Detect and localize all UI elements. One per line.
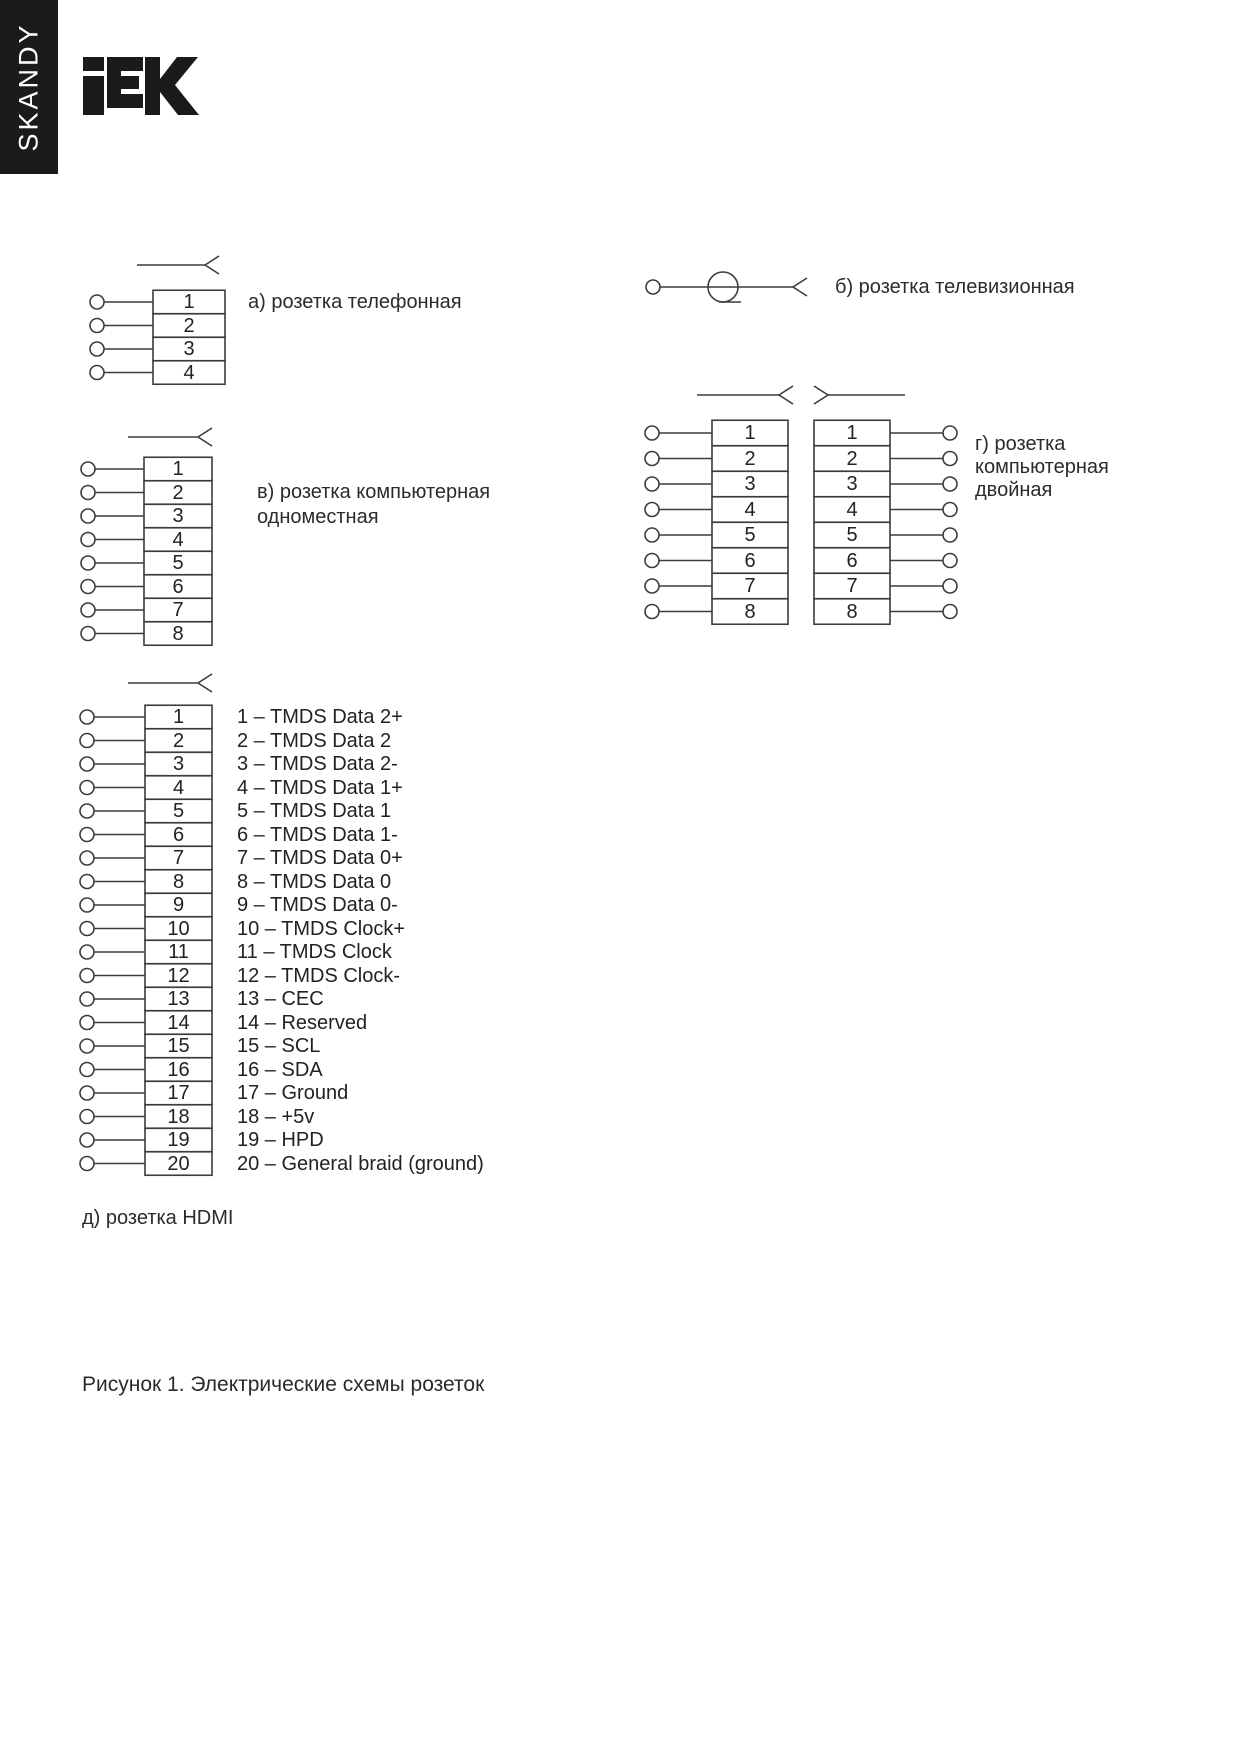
- label-computer-double-line3: двойная: [975, 479, 1053, 501]
- contact-circle: [645, 579, 659, 593]
- pin-number: 1: [744, 422, 756, 444]
- hdmi-pin-description: 7 – TMDS Data 0+: [237, 847, 403, 869]
- pin-number: 20: [167, 1152, 190, 1175]
- contact-circle: [80, 922, 94, 936]
- pin-number: 9: [172, 894, 185, 916]
- hdmi-pin-description: 9 – TMDS Data 0-: [237, 894, 398, 916]
- contact-circle: [943, 452, 957, 466]
- contact-circle: [943, 554, 957, 568]
- pin-number: 12: [167, 964, 190, 987]
- contact-circle: [80, 898, 94, 912]
- pin-number: 1: [846, 422, 858, 444]
- connector-fork-icon: [198, 428, 212, 446]
- pin-number: 13: [167, 988, 190, 1010]
- pin-number: 1: [183, 291, 195, 313]
- pin-number: 8: [846, 600, 858, 623]
- pin-number: 2: [183, 314, 195, 337]
- pin-number: 3: [172, 505, 184, 527]
- pin-number: 10: [167, 917, 190, 940]
- pin-number: 4: [744, 498, 756, 521]
- pin-number: 5: [846, 524, 858, 546]
- hdmi-pin-description: 17 – Ground: [237, 1082, 349, 1104]
- contact-circle: [943, 503, 957, 517]
- hdmi-pin-description: 5 – TMDS Data 1: [237, 800, 392, 822]
- pin-number: 8: [744, 600, 756, 623]
- contact-circle: [81, 533, 95, 547]
- contact-circle: [90, 319, 104, 333]
- contact-circle: [80, 710, 94, 724]
- pin-number: 3: [846, 473, 858, 495]
- contact-circle: [81, 462, 95, 476]
- connector-fork-icon: [779, 386, 793, 404]
- hdmi-pin-description: 13 – CEC: [237, 988, 324, 1010]
- pin-number: 6: [172, 575, 184, 598]
- pin-number: 5: [172, 552, 184, 574]
- contact-circle: [90, 342, 104, 356]
- contact-circle: [645, 452, 659, 466]
- contact-circle: [90, 295, 104, 309]
- pin-number: 7: [744, 575, 756, 597]
- pin-number: 7: [172, 599, 184, 621]
- hdmi-pin-description: 18 – +5v: [237, 1105, 315, 1128]
- pin-number: 3: [744, 473, 756, 495]
- contact-circle: [80, 1039, 94, 1053]
- connector-fork-icon: [814, 386, 828, 404]
- hdmi-pin-description: 20 – General braid (ground): [237, 1152, 484, 1175]
- label-computer-double-line2: компьютерная: [975, 456, 1109, 478]
- hdmi-pin-description: 14 – Reserved: [237, 1011, 368, 1034]
- contact-circle: [80, 851, 94, 865]
- contact-circle: [645, 528, 659, 542]
- pin-number: 4: [846, 498, 858, 521]
- pin-number: 2: [744, 447, 756, 470]
- contact-circle: [80, 1016, 94, 1030]
- connector-fork-icon: [205, 256, 219, 274]
- hdmi-pin-description: 10 – TMDS Clock+: [237, 917, 406, 940]
- pin-number: 3: [172, 753, 185, 775]
- pin-number: 11: [168, 941, 189, 963]
- contact-circle: [80, 1063, 94, 1077]
- contact-circle: [645, 554, 659, 568]
- contact-circle: [943, 426, 957, 440]
- pin-number: 5: [744, 524, 756, 546]
- contact-circle: [645, 503, 659, 517]
- contact-circle: [81, 603, 95, 617]
- pin-number: 19: [167, 1129, 190, 1151]
- pin-number: 2: [846, 447, 858, 470]
- pin-number: 2: [172, 729, 185, 752]
- contact-circle: [943, 477, 957, 491]
- hdmi-pin-description: 3 – TMDS Data 2-: [237, 753, 398, 775]
- label-computer-double-line1: г) розетка: [975, 433, 1066, 455]
- pin-number: 2: [172, 481, 184, 504]
- pin-number: 15: [167, 1035, 190, 1057]
- pin-number: 1: [172, 458, 184, 480]
- label-tv-socket: б) розетка телевизионная: [835, 276, 1075, 298]
- connector-fork-icon: [198, 674, 212, 692]
- hdmi-pin-description: 19 – HPD: [237, 1129, 324, 1151]
- pin-number: 6: [846, 549, 858, 572]
- pin-number: 1: [172, 706, 185, 728]
- pin-number: 4: [172, 776, 185, 799]
- pin-number: 4: [172, 528, 184, 551]
- pin-number: 7: [172, 847, 185, 869]
- hdmi-pin-description: 8 – TMDS Data 0: [237, 870, 392, 893]
- contact-circle: [81, 486, 95, 500]
- contact-circle: [80, 734, 94, 748]
- contact-circle: [80, 1110, 94, 1124]
- contact-circle: [80, 828, 94, 842]
- hdmi-pin-description: 2 – TMDS Data 2: [237, 729, 392, 752]
- figure-caption: Рисунок 1. Электрические схемы розеток: [82, 1373, 485, 1396]
- hdmi-pin-description: 11 – TMDS Clock: [237, 941, 392, 963]
- contact-circle: [80, 969, 94, 983]
- contact-circle: [645, 477, 659, 491]
- contact-circle: [943, 528, 957, 542]
- contact-circle: [81, 509, 95, 523]
- pin-number: 7: [846, 575, 858, 597]
- pin-number: 8: [172, 622, 184, 645]
- connector-fork-icon: [793, 278, 807, 296]
- contact-circle: [81, 580, 95, 594]
- hdmi-pin-description: 4 – TMDS Data 1+: [237, 776, 403, 799]
- socket-diagram-tv: [646, 272, 807, 302]
- label-computer-single-line1: в) розетка компьютерная: [257, 481, 491, 503]
- contact-circle: [80, 1157, 94, 1171]
- label-hdmi-socket: д) розетка HDMI: [82, 1207, 234, 1229]
- pin-number: 17: [167, 1082, 190, 1104]
- pin-number: 3: [183, 338, 195, 360]
- contact-circle: [81, 556, 95, 570]
- brand-vertical-text: SKANDY: [13, 22, 44, 152]
- hdmi-pin-description: 16 – SDA: [237, 1058, 323, 1081]
- pin-number: 6: [172, 823, 185, 846]
- pin-number: 18: [167, 1105, 190, 1128]
- hdmi-pin-description: 1 – TMDS Data 2+: [237, 706, 403, 728]
- pin-number: 8: [172, 870, 185, 893]
- contact-circle: [646, 280, 660, 294]
- hdmi-pin-description: 6 – TMDS Data 1-: [237, 823, 398, 846]
- label-telephone-socket: а) розетка телефонная: [248, 291, 462, 313]
- contact-circle: [80, 945, 94, 959]
- contact-circle: [80, 992, 94, 1006]
- contact-circle: [81, 627, 95, 641]
- contact-circle: [80, 804, 94, 818]
- label-computer-single-socket: [257, 480, 490, 530]
- pin-number: 6: [744, 549, 756, 572]
- pin-number: 4: [183, 361, 195, 384]
- hdmi-pin-description: 15 – SCL: [237, 1035, 321, 1057]
- contact-circle: [943, 579, 957, 593]
- pin-number: 16: [167, 1058, 190, 1081]
- label-computer-double-socket: [975, 433, 1109, 502]
- contact-circle: [80, 1133, 94, 1147]
- hdmi-pin-description: 12 – TMDS Clock-: [237, 964, 401, 987]
- contact-circle: [645, 605, 659, 619]
- label-computer-single-line2: одноместная: [257, 506, 379, 528]
- contact-circle: [80, 781, 94, 795]
- contact-circle: [645, 426, 659, 440]
- contact-circle: [80, 1086, 94, 1100]
- contact-circle: [90, 366, 104, 380]
- pin-number: 5: [172, 800, 185, 822]
- contact-circle: [943, 605, 957, 619]
- contact-circle: [80, 757, 94, 771]
- contact-circle: [80, 875, 94, 889]
- pin-number: 14: [167, 1011, 190, 1034]
